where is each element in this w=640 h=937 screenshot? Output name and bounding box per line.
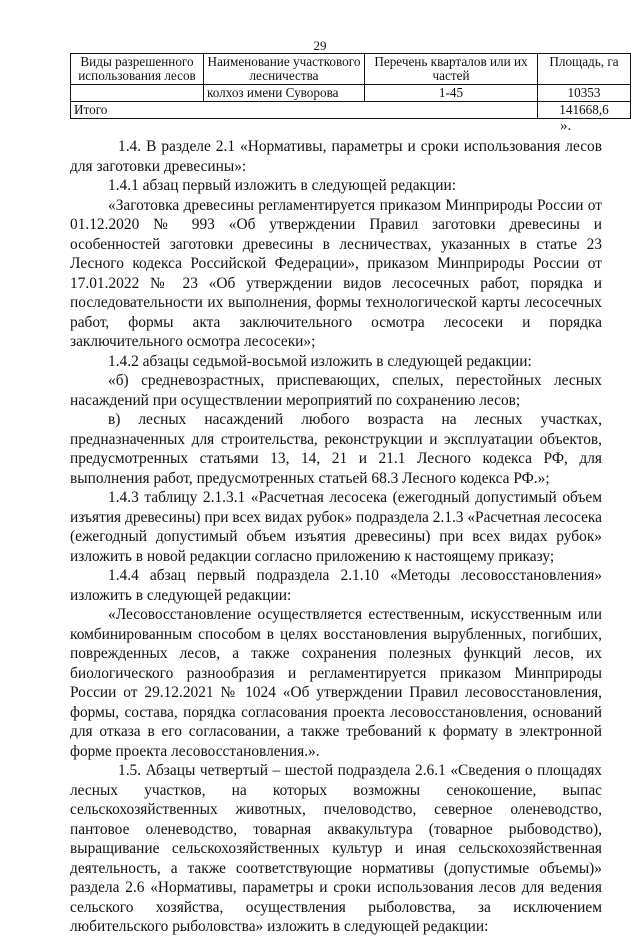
table-cell: колхоз имени Суворова [204, 85, 365, 102]
paragraph: 1.4.3 таблицу 2.1.3.1 «Расчетная лесосека (ежегодный допустимый объем изъятия древесины) при всех видах рубок» подраздела 2.1.3 «Расчетная лесосека (ежегодный допустимый объем изъятия древесины) при всех видах рубок» изложить в новой редакции согласно приложению к настоящему приказу; [70, 489, 602, 565]
table-cell [71, 85, 204, 102]
closing-quote: ». [560, 118, 572, 134]
document-body [70, 137, 602, 937]
paragraph: «б) средневозрастных, приспевающих, спелых, перестойных лесных насаждений при осуществлении мероприятий по сохранению лесов; [70, 372, 602, 409]
paragraph: 1.4.2 абзацы седьмой-восьмой изложить в следующей редакции: [108, 352, 532, 370]
table-cell: 1-45 [365, 85, 538, 102]
paragraph: в) лесных насаждений любого возраста на лесных участках, предназначенных для строительства, реконструкции и эксплуатации объектов, предусмотренных статьями 13, 14, 21 и 21.1 Лесного кодекса РФ, для выполнения работ, предусмотренных статьей 68.3 Лесного кодекса РФ.»; [70, 411, 602, 487]
table-cell: 10353 [538, 85, 631, 102]
forest-use-table [70, 53, 631, 119]
paragraph: 1.4.1 абзац первый изложить в следующей редакции: [108, 177, 457, 194]
table-header-row [71, 54, 631, 85]
paragraph: 1.4. В разделе 2.1 «Нормативы, параметры и сроки использования лесов для заготовки древесины»: [70, 138, 602, 175]
page-number: 29 [313, 38, 327, 53]
paragraph: «Лесовосстановление осуществляется естественным, искусственным или комбинированным способом в целях восстановления вырубленных, погибших, поврежденных лесов, а также сохранения полезных функций лесов, их биологического разнообразия и регламентируется приказом Минприроды России от 29.12.2021 № 1024 «Об утверждении Правил лесовосстановления, формы, состава, порядка согласования проекта лесовосстановления, оснований для отказа в его согласовании, а также требований к формату в электронной форме проекта лесовосстановления.». [70, 606, 602, 760]
header-cell: Площадь, га [538, 54, 631, 85]
total-value: 141668,6 [538, 102, 631, 119]
paragraph: 1.4.4 абзац первый подраздела 2.1.10 «Методы лесовосстановления» изложить в следующей редакции: [70, 567, 602, 604]
total-label: Итого [71, 102, 538, 119]
header-cell: Виды разрешенного использования лесов [71, 54, 204, 85]
table-row [71, 85, 631, 102]
header-cell: Перечень кварталов или их частей [365, 54, 538, 85]
table-total-row [71, 102, 631, 119]
header-cell: Наименование участкового лесничества [204, 54, 365, 85]
paragraph: «Заготовка древесины регламентируется приказом Минприроды России от 01.12.2020 № 993 «Об утверждении Правил заготовки древесины и особенностей заготовки древесины в лесничествах, указанных в статье 23 Лесного кодекса Российской Федерации», приказом Минприроды России от 17.01.2022 № 23 «Об утверждении видов лесосечных работ, порядка и последовательности их выполнения, формы технологической карты лесосечных работ, формы акта заключительного осмотра лесосеки и порядка заключительного осмотра лесосеки»; [70, 196, 602, 350]
paragraph: 1.5. Абзацы четвертый – шестой подраздела 2.6.1 «Сведения о площадях лесных участков, на которых возможны сенокошение, выпас сельскохозяйственных животных, пчеловодство, северное оленеводство, пантовое оленеводство, товарная аквакультура (товарное рыбоводство), выращивание сельскохозяйственных культур и иная сельскохозяйственная деятельность, а также соответствующие нормативы (допустимые объемы)» раздела 2.6 «Нормативы, параметры и сроки использования лесов для ведения сельского хозяйства, осуществления рыболовства, за исключением любительского рыболовства» изложить в следующей редакции: [70, 762, 602, 935]
